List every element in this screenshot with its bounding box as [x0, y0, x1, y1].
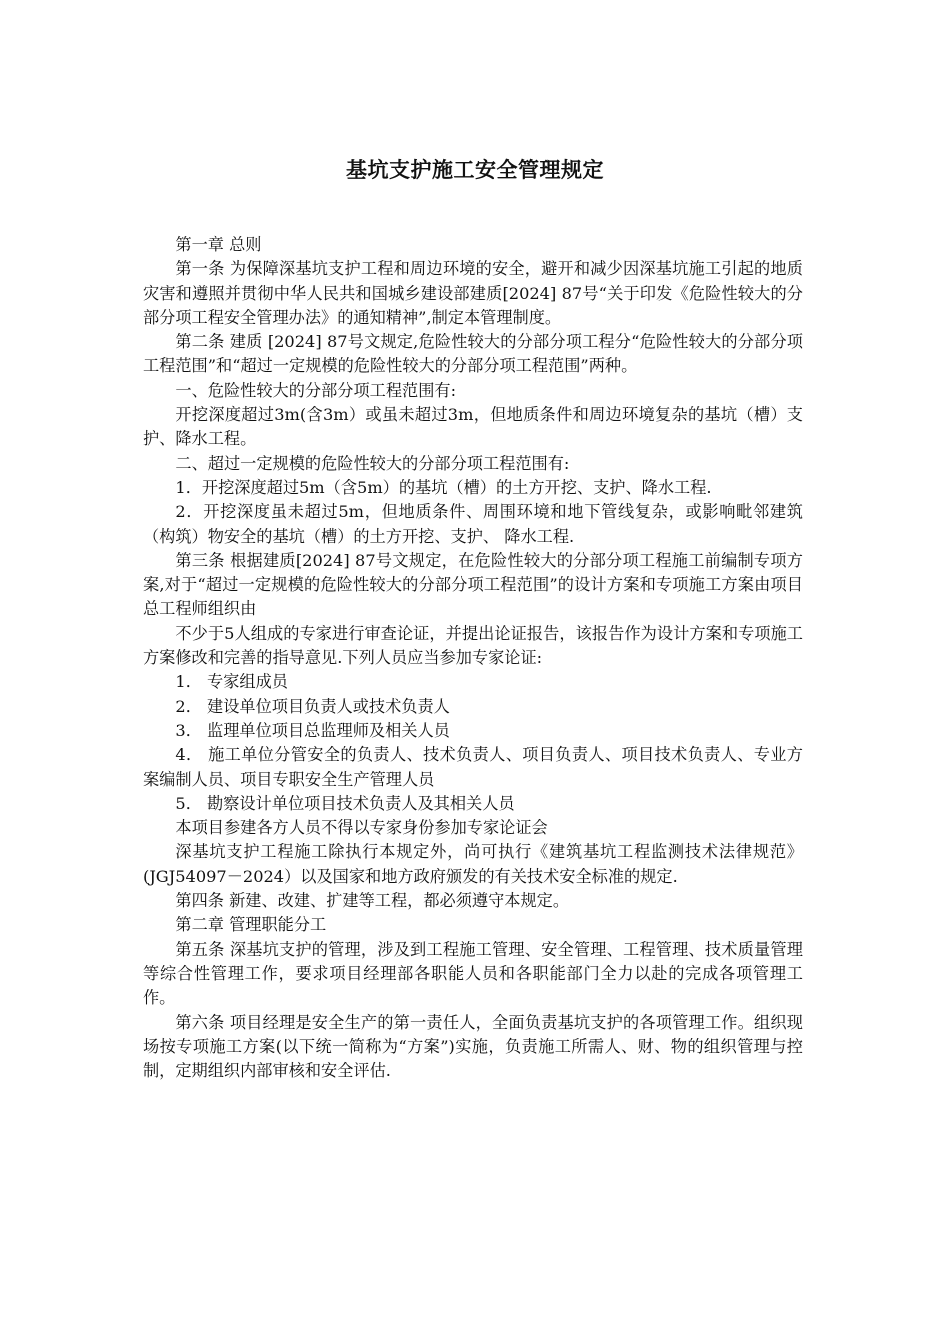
list-item: 4． 施工单位分管安全的负责人、技术负责人、项目负责人、项目技术负责人、专业方案编制人员、项目专职安全生产管理人员	[143, 745, 803, 789]
section-heading: 二、超过一定规模的危险性较大的分部分项工程范围有:	[175, 453, 570, 473]
article-paragraph: 第三条 根据建质[2024] 87号文规定，在危险性较大的分部分项工程施工前编制专项方案,对于“超过一定规模的危险性较大的分部分项工程范围”的设计方案和专项施工方案由项目总工程师组织由	[143, 550, 803, 619]
list-item: 5． 勘察设计单位项目技术负责人及其相关人员	[175, 793, 515, 813]
document-body	[143, 233, 803, 1083]
list-item: 1． 专家组成员	[175, 672, 288, 692]
article-paragraph: 第二条 建质 [2024] 87号文规定,危险性较大的分部分项工程分“危险性较大的分部分项工程范围”和“超过一定规模的危险性较大的分部分项工程范围”两种。	[143, 332, 803, 376]
document-title: 基坑支护施工安全管理规定	[346, 158, 604, 182]
list-item: 2．开挖深度虽未超过5m，但地质条件、周围环境和地下管线复杂，或影响毗邻建筑（构筑）物安全的基坑（槽）的土方开挖、支护、 降水工程.	[143, 502, 803, 546]
body-paragraph: 开挖深度超过3m(含3m）或虽未超过3m，但地质条件和周边环境复杂的基坑（槽）支护、降水工程。	[143, 405, 803, 449]
chapter-heading: 第二章 管理职能分工	[175, 915, 327, 935]
body-paragraph: 深基坑支护工程施工除执行本规定外，尚可执行《建筑基坑工程监测技术法律规范》(JGJ54097－2024）以及国家和地方政府颁发的有关技术安全标准的规定.	[143, 842, 803, 886]
article-paragraph: 第六条 项目经理是安全生产的第一责任人，全面负责基坑支护的各项管理工作。组织现场按专项施工方案(以下统一简称为“方案”)实施，负责施工所需人、财、物的组织管理与控制，定期组织内部审核和安全评估.	[143, 1012, 803, 1081]
list-item: 2． 建设单位项目负责人或技术负责人	[175, 696, 450, 716]
body-paragraph: 不少于5人组成的专家进行审查论证，并提出论证报告，该报告作为设计方案和专项施工方案修改和完善的指导意见.下列人员应当参加专家论证:	[143, 623, 803, 668]
article-paragraph: 第五条 深基坑支护的管理，涉及到工程施工管理、安全管理、工程管理、技术质量管理等综合性管理工作，要求项目经理部各职能人员和各职能部门全力以赴的完成各项管理工作。	[143, 939, 803, 1008]
body-paragraph: 本项目参建各方人员不得以专家身份参加专家论证会	[175, 818, 548, 838]
chapter-heading: 第一章 总则	[175, 235, 262, 254]
list-item: 1．开挖深度超过5m（含5m）的基坑（槽）的土方开挖、支护、降水工程.	[175, 477, 712, 497]
article-paragraph: 第四条 新建、改建、扩建等工程，都必须遵守本规定。	[175, 891, 570, 911]
list-item: 3． 监理单位项目总监理师及相关人员	[175, 720, 450, 740]
article-paragraph: 第一条 为保障深基坑支护工程和周边环境的安全，避开和减少因深基坑施工引起的地质灾害和遵照并贯彻中华人民共和国城乡建设部建质[2024] 87号“关于印发《危险性较大的分部分项工程安全管理办法》的通知精神”,制定本管理制度。	[143, 259, 803, 327]
section-heading: 一、危险性较大的分部分项工程范围有:	[175, 380, 457, 400]
